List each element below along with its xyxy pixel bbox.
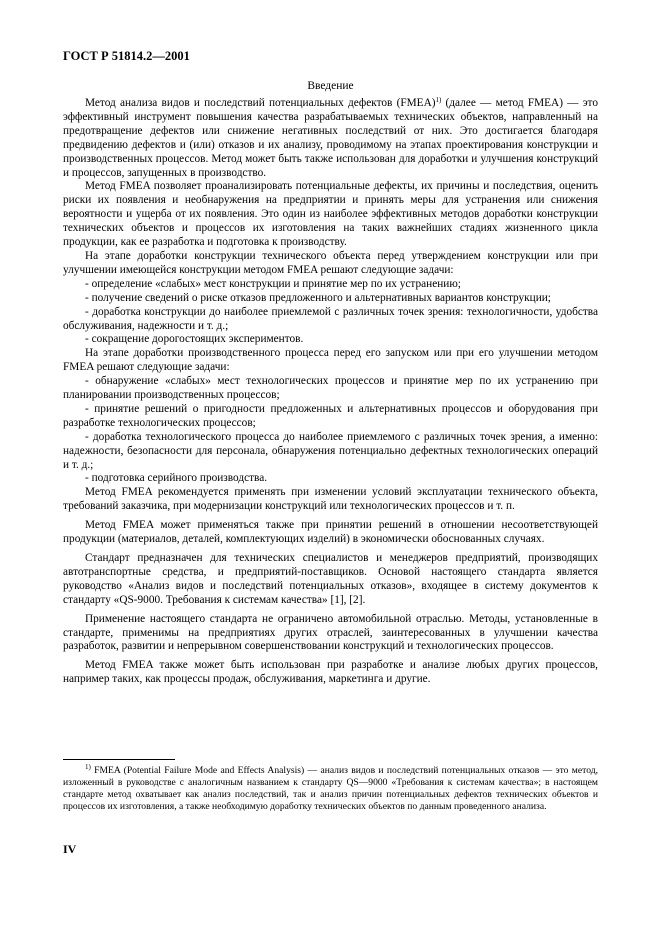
- list-item: - обнаружение «слабых» мест технологических процессов и принятие мер по их устранению при планировании производственных процессов;: [63, 375, 598, 402]
- paragraph: Метод анализа видов и последствий потенциальных дефектов (FMEA)$^{1)}$ (далее — метод FMEA) — это эффективный инструмент повышения качества разрабатываемых технических объектов, направленный на предотвращение дефектов или снижение негативных последствий от них. Это достигается благодаря предвидению дефектов и (или) отказов и их анализу, проводимому на этапах проектирования конструкции и производственных процессов. Метод может быть также использован для доработки и улучшения конструкций и процессов, запущенных в производство.: [63, 96, 598, 179]
- footnote-marker: 1): [85, 763, 91, 771]
- list-item: - доработка технологического процесса до наиболее приемлемого с различных точек зрения, а именно: надежности, безопасности для персонала, обнаружения потенциально дефектных технологических операций и т. д.;: [63, 430, 598, 471]
- list-item: - сокращение дорогостоящих экспериментов.: [85, 333, 304, 346]
- list-item: - получение сведений о риске отказов предложенного и альтернативных вариантов конструкции;: [85, 291, 551, 304]
- paragraph: Метод FMEA также может быть использован при разработке и анализе любых других процессов, например таких, как процессы продаж, обслуживания, маркетинга и другие.: [63, 659, 598, 686]
- paragraph: Применение настоящего стандарта не ограничено автомобильной отраслью. Методы, установленные в стандарте, применимы на предприятиях других отраслей, заинтересованных в улучшении качества разработок, развитии и непрерывном совершенствовании конструкций и технологических процессов.: [63, 612, 598, 653]
- list-item: - принятие решений о пригодности предложенных и альтернативных процессов и оборудования при разработке технологических процессов;: [63, 402, 598, 429]
- paragraph: Стандарт предназначен для технических специалистов и менеджеров предприятий, производящих автотранспортные средства, и предприятий-поставщиков. Основой настоящего стандарта является руководство «Анализ видов и последствий потенциальных отказов», входящее в систему документов к стандарту «QS-9000. Требования к системам качества» [1], [2].: [63, 552, 598, 606]
- footnote: [63, 765, 598, 813]
- section-title: Введение: [307, 80, 354, 92]
- paragraph: Метод FMEA может применяться также при принятии решений в отношении несоответствующей продукции (материалов, деталей, комплектующих изделий) в экономически обоснованных случаях.: [63, 519, 598, 546]
- paragraph: На этапе доработки конструкции технического объекта перед утверждением конструкции или при улучшении имеющейся конструкции методом FMEA решают следующие задачи:: [63, 249, 598, 276]
- list-item: - подготовка серийного производства.: [85, 472, 268, 485]
- page-number: IV: [63, 842, 77, 856]
- paragraph: Метод FMEA рекомендуется применять при изменении условий эксплуатации технического объекта, требований заказчика, при модернизации конструкций или технологических процессов и т. п.: [63, 486, 598, 513]
- paragraph: На этапе доработки производственного процесса перед его запуском или при его улучшении методом FMEA решают следующие задачи:: [63, 347, 598, 374]
- document-header: ГОСТ Р 51814.2—2001: [63, 49, 190, 63]
- footnote-text: FMEA (Potential Failure Mode and Effects Analysis) — анализ видов и последствий потенциальных отказов — это метод, изложенный в руководстве с аналогичным названием к стандарту QS—9000 «Требования к системам качества»; в настоящем стандарте метод охватывает как анализ последствий, так и анализ причин потенциальных дефектов технических объектов и процессов их изготовления, а также необходимую доработку технических объектов по данным проведенного анализа.: [63, 765, 598, 812]
- list-item: - определение «слабых» мест конструкции и принятие мер по их устранению;: [85, 277, 461, 290]
- document-body: [63, 97, 598, 687]
- list-item: - доработка конструкции до наиболее приемлемой с различных точек зрения: технологичности, удобства обслуживания, надежности и т. д.;: [63, 305, 598, 332]
- paragraph: Метод FMEA позволяет проанализировать потенциальные дефекты, их причины и последствия, оценить риски их появления и необнаружения на предприятии и принять меры для устранения или снижения вероятности и ущерба от их появления. Это один из наиболее эффективных методов доработки конструкции технических объектов и процессов их изготовления на таких важнейших стадиях жизненного цикла продукции, как ее разработка и подготовка к производству.: [63, 180, 598, 249]
- footnote-separator: [63, 759, 175, 760]
- footnote-reference: 1): [435, 96, 442, 104]
